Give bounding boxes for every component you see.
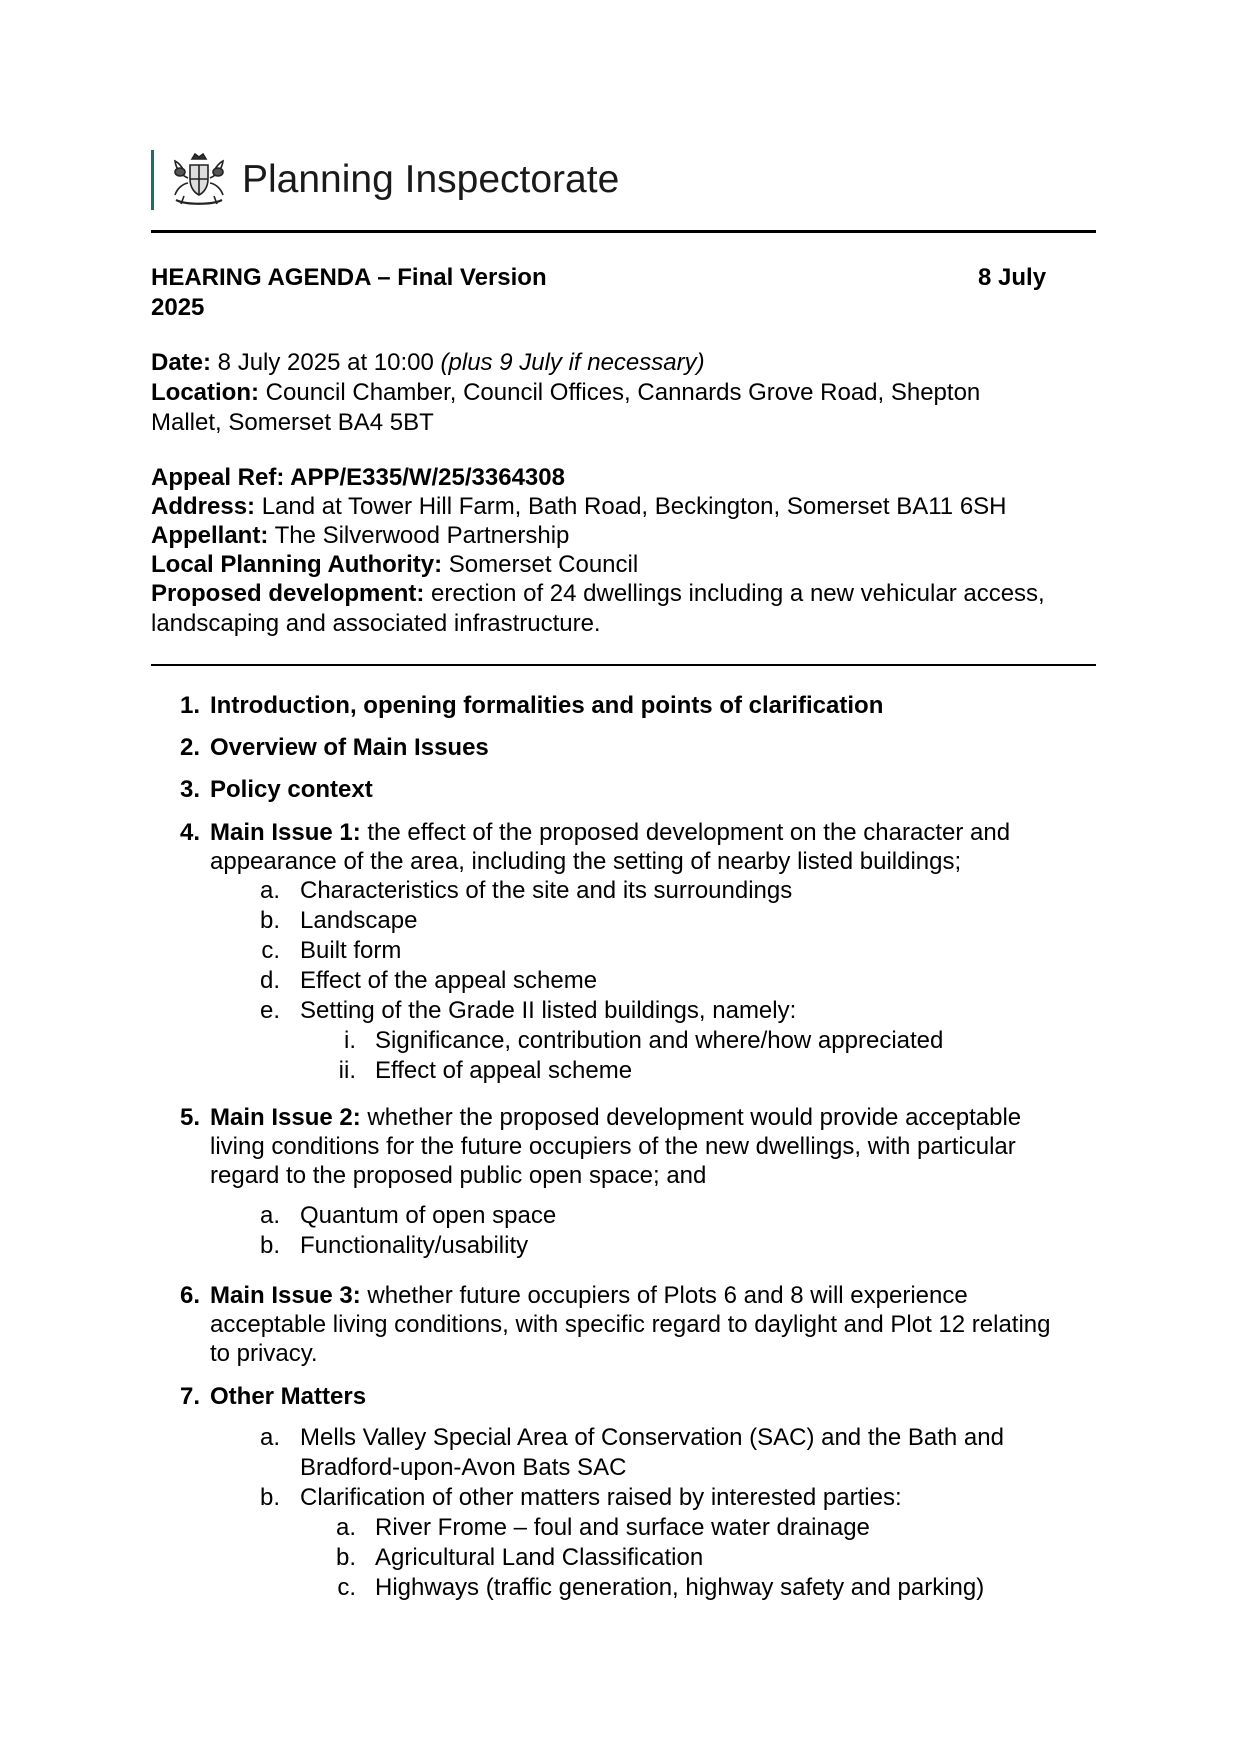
agenda-item-3 — [210, 775, 373, 805]
agenda-item-2-text: Overview of Main Issues — [210, 734, 489, 761]
agenda-item-5-text: whether the proposed development would provide acceptable — [360, 1104, 1022, 1131]
agenda-date: 8 July — [978, 264, 1047, 291]
agenda-item-2 — [210, 733, 489, 763]
org-name: Planning Inspectorate — [242, 158, 620, 201]
agenda-item-6-text: whether future occupiers of Plots 6 and 8 will experience — [360, 1282, 968, 1309]
sub-sub-item: Effect of appeal scheme — [375, 1057, 633, 1084]
sub-sub-item: Agricultural Land Classification — [375, 1544, 704, 1571]
main-issue-label: Main Issue 3: — [210, 1282, 361, 1309]
sub-item-letter: a. — [259, 1202, 280, 1229]
lpa-value: Somerset Council — [442, 551, 639, 578]
appeal-ref-text: Appeal Ref: APP/E335/W/25/3364308 — [151, 464, 565, 491]
lpa-label: Local Planning Authority: — [151, 551, 443, 578]
sub-sub-item-numeral: ii. — [338, 1057, 356, 1084]
header-divider — [151, 230, 1096, 233]
address-value: Land at Tower Hill Farm, Bath Road, Beckington, Somerset BA11 6SH — [255, 493, 1007, 520]
date-note: (plus 9 July if necessary) — [440, 349, 705, 376]
location-line-2: Mallet, Somerset BA4 5BT — [151, 409, 434, 436]
main-issue-label: Main Issue 2: — [210, 1104, 361, 1131]
sub-item-letter: a. — [259, 1424, 280, 1451]
org-logo — [151, 150, 619, 210]
item-number: 3. — [179, 776, 200, 803]
sub-item-letter: e. — [259, 997, 280, 1024]
sub-item: Functionality/usability — [300, 1232, 529, 1259]
sub-sub-item: Significance, contribution and where/how appreciated — [375, 1027, 944, 1054]
agenda-item-1-text: Introduction, opening formalities and points of clarification — [210, 692, 884, 719]
location-label: Location: — [151, 379, 259, 406]
agenda-item-6-line-3: to privacy. — [210, 1340, 318, 1367]
sub-item-letter: b. — [259, 1484, 280, 1511]
appellant-value: The Silverwood Partnership — [268, 522, 570, 549]
logo-accent-bar — [151, 150, 154, 210]
sub-item-letter: c. — [261, 937, 280, 964]
item-number: 1. — [179, 692, 200, 719]
agenda-item-5-line-3: regard to the proposed public open space; and — [210, 1162, 707, 1189]
sub-item-letter: d. — [259, 967, 280, 994]
sub-item: Mells Valley Special Area of Conservation (SAC) and the Bath and — [300, 1424, 1004, 1451]
sub-item-letter: b. — [259, 1232, 280, 1259]
agenda-item-7-text: Other Matters — [210, 1383, 367, 1410]
agenda-title: HEARING AGENDA – Final Version — [151, 264, 547, 291]
development-label: Proposed development: — [151, 580, 425, 607]
sub-sub-item-letter: c. — [337, 1574, 356, 1601]
agenda-item-1 — [210, 691, 883, 721]
location-value: Council Chamber, Council Offices, Cannards Grove Road, Shepton — [259, 379, 981, 406]
date-label: Date: — [151, 349, 212, 376]
agenda-item-5 — [210, 1103, 1021, 1133]
sub-item: Clarification of other matters raised by interested parties: — [300, 1484, 902, 1511]
sub-item: Characteristics of the site and its surroundings — [300, 877, 793, 904]
date-line — [151, 348, 705, 378]
agenda-item-3-text: Policy context — [210, 776, 373, 803]
sub-sub-item: River Frome – foul and surface water drainage — [375, 1514, 870, 1541]
appeal-ref — [151, 463, 565, 493]
appellant-label: Appellant: — [151, 522, 269, 549]
sub-sub-item-letter: b. — [335, 1544, 356, 1571]
sub-item-letter: a. — [259, 877, 280, 904]
date-value: 8 July 2025 at 10:00 — [211, 349, 441, 376]
sub-item-letter: b. — [259, 907, 280, 934]
item-number: 4. — [179, 819, 200, 846]
sub-item: Built form — [300, 937, 402, 964]
agenda-item-4-line-2: appearance of the area, including the setting of nearby listed buildings; — [210, 848, 962, 875]
sub-item: Landscape — [300, 907, 418, 934]
agenda-item-4-text: the effect of the proposed development on the character and — [360, 819, 1011, 846]
item-number: 5. — [179, 1104, 200, 1131]
development-value: erection of 24 dwellings including a new vehicular access, — [424, 580, 1045, 607]
location-line — [151, 378, 980, 408]
item-number: 2. — [179, 734, 200, 761]
agenda-item-6 — [210, 1281, 968, 1311]
royal-crest-icon — [168, 150, 230, 210]
section-divider — [151, 664, 1096, 666]
address-label: Address: — [151, 493, 256, 520]
sub-item: Effect of the appeal scheme — [300, 967, 598, 994]
agenda-item-6-line-2: acceptable living conditions, with specific regard to daylight and Plot 12 relating — [210, 1311, 1051, 1338]
agenda-item-5-line-2: living conditions for the future occupiers of the new dwellings, with particular — [210, 1133, 1016, 1160]
sub-sub-item: Highways (traffic generation, highway safety and parking) — [375, 1574, 985, 1601]
sub-item-continuation: Bradford-upon-Avon Bats SAC — [300, 1454, 627, 1481]
development-line-2: landscaping and associated infrastructure. — [151, 610, 601, 637]
sub-sub-item-letter: a. — [335, 1514, 356, 1541]
sub-item: Quantum of open space — [300, 1202, 557, 1229]
agenda-year: 2025 — [151, 294, 205, 321]
appellant-line — [151, 521, 569, 551]
address-line — [151, 492, 1007, 522]
agenda-item-4 — [210, 818, 1010, 848]
agenda-item-7 — [210, 1382, 366, 1412]
main-issue-label: Main Issue 1: — [210, 819, 361, 846]
development-line — [151, 579, 1045, 609]
item-number: 7. — [179, 1383, 200, 1410]
sub-item: Setting of the Grade II listed buildings, namely: — [300, 997, 797, 1024]
item-number: 6. — [179, 1282, 200, 1309]
sub-sub-item-numeral: i. — [344, 1027, 356, 1054]
lpa-line — [151, 550, 638, 580]
